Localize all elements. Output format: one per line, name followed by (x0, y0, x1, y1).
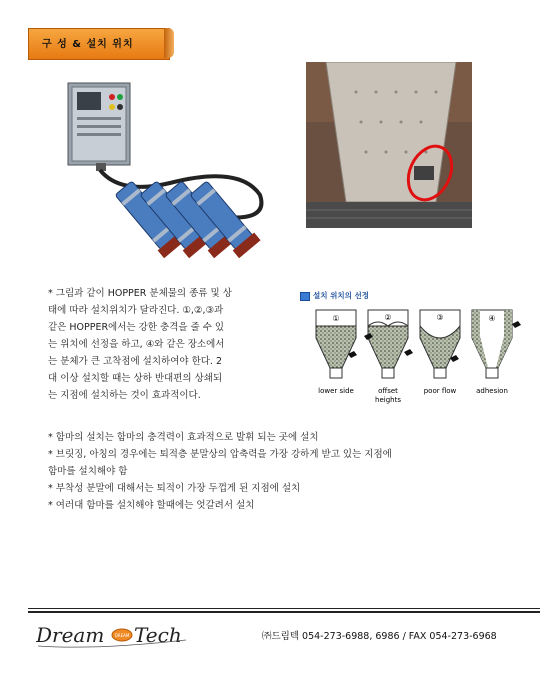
guideline-item: * 부착성 분말에 대해서는 퇴적이 가장 두껍게 된 지점에 설치 (48, 483, 301, 494)
hopper-case-3 (420, 310, 460, 395)
square-bullet-icon (300, 292, 310, 301)
installation-guidelines (48, 429, 528, 514)
description-line: 같은 HOPPER에서는 강한 충격을 줄 수 있 (48, 322, 225, 333)
case-label: lower side (318, 387, 354, 395)
case-label: adhesion (476, 387, 508, 395)
case-label: offset (378, 387, 398, 395)
description-line: 는 분체가 큰 고착점에 설치하여야 한다. 2 (48, 356, 223, 367)
hopper-case-1 (316, 310, 357, 395)
case-number: ③ (436, 313, 444, 322)
diagram-title: 설치 위치의 선정 (313, 291, 369, 300)
air-hammer-group (113, 179, 261, 258)
description-line: 대 이상 설치할 때는 상하 반대편의 상쇄되 (48, 373, 223, 384)
description-line: 는 위치에 선정을 하고, ④와 같은 장소에서 (48, 339, 225, 350)
guideline-item: * 브릿징, 아칭의 경우에는 퇴적층 분말상의 압축력을 가장 강하게 받고 있는 지점에 (48, 449, 392, 460)
control-cabinet (68, 83, 130, 171)
footer-divider (28, 611, 540, 613)
case-number: ② (384, 313, 392, 322)
case-number: ① (332, 314, 340, 323)
logo-badge: DREAM (114, 633, 130, 638)
description-line: 태에 따라 설치위치가 달라진다. ①,②,③과 (48, 305, 224, 316)
installation-description (48, 285, 276, 404)
hopper-case-4 (472, 310, 521, 395)
installation-photo (306, 62, 472, 228)
banner-scroll-curl (164, 28, 174, 58)
case-label: poor flow (423, 387, 457, 395)
hopper-position-diagram (312, 306, 524, 410)
logo-word: Dream (36, 623, 105, 647)
hopper-case-2 (364, 310, 413, 404)
case-number: ④ (488, 314, 496, 323)
company-logo (36, 620, 196, 650)
description-line: * 그림과 같이 HOPPER 분체물의 종류 및 상 (48, 288, 232, 299)
guideline-item: 함마를 설치해야 함 (48, 466, 128, 477)
section-title: 구 성 & 설치 위치 (42, 39, 134, 50)
contact-info: ㈜드림텍 054-273-6988, 6986 / FAX 054-273-6968 (262, 631, 497, 642)
guideline-item: * 여러대 함마를 설치해야 할때에는 엇갈려서 설치 (48, 500, 255, 511)
footer-divider (28, 608, 540, 609)
guideline-item: * 함마의 설치는 함마의 충격력이 효과적으로 발휘 되는 곳에 설치 (48, 432, 319, 443)
product-illustration (60, 75, 275, 275)
case-label: heights (375, 396, 401, 404)
logo-word: Tech (134, 623, 182, 647)
section-banner (28, 28, 174, 58)
description-line: 는 지점에 설치하는 것이 효과적이다. (48, 390, 201, 401)
